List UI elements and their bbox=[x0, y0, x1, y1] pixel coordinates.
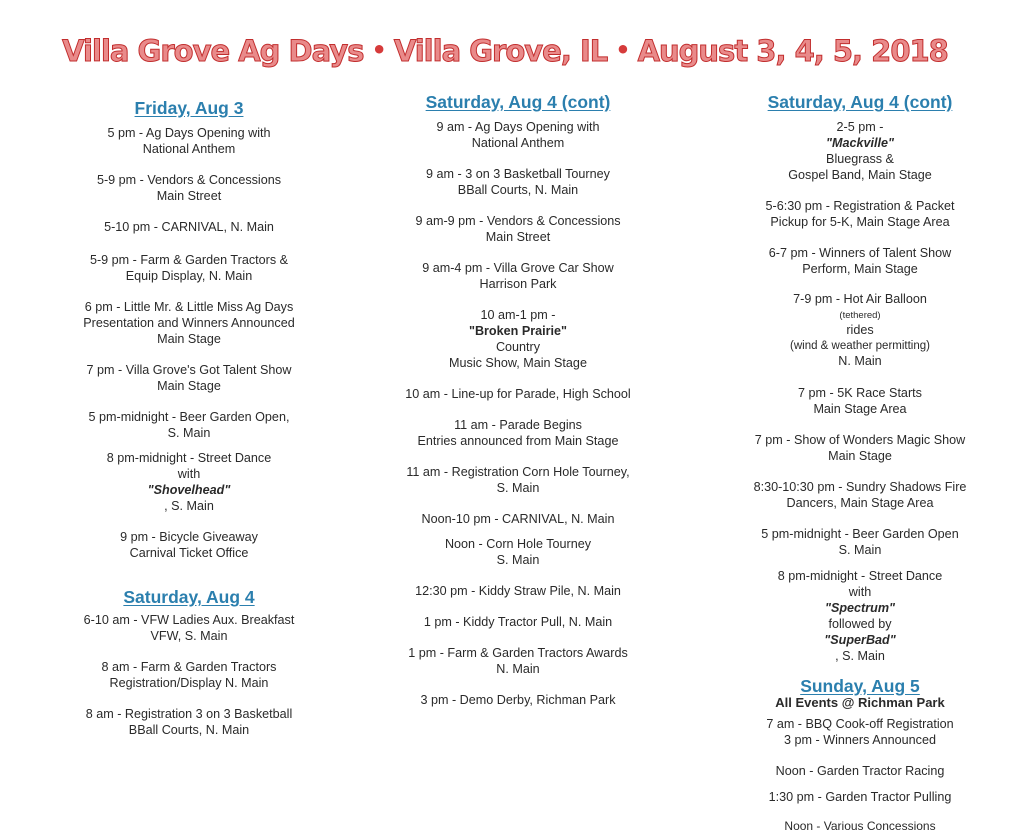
event-item: 6 pm - Little Mr. & Little Miss Ag Days Presentation and Winners Announced Main Stage bbox=[83, 300, 295, 346]
title-separator: • bbox=[615, 36, 630, 64]
event-item: Noon - Garden Tractor Racing bbox=[775, 763, 945, 778]
event-item: 9 am - 3 on 3 Basketball Tourney BBall Courts, N. Main bbox=[426, 167, 610, 197]
event-item: 10 am - Line-up for Parade, High School bbox=[405, 387, 631, 401]
day-heading-sunday: Sunday, Aug 5 bbox=[800, 675, 920, 696]
event-item: 5-10 pm - CARNIVAL, N. Main bbox=[104, 220, 274, 234]
event-item: 8 pm-midnight - Street Dance with "Spectrum" followed by "SuperBad" , S. Main bbox=[777, 568, 943, 663]
title-location: Villa Grove, IL bbox=[393, 34, 608, 68]
event-item: 11 am - Parade Begins Entries announced from Main Stage bbox=[417, 418, 619, 448]
event-item: Noon - Various Concessions bbox=[784, 818, 936, 833]
event-item: 9 pm - Bicycle Giveaway Carnival Ticket Office bbox=[120, 530, 258, 560]
event-item: 5 pm-midnight - Beer Garden Open, S. Main bbox=[88, 410, 290, 440]
page-title bbox=[0, 34, 1010, 68]
day-heading-saturday-cont: Saturday, Aug 4 (cont) bbox=[425, 92, 611, 112]
event-item: 8 am - Farm & Garden Tractors Registration/Display N. Main bbox=[101, 660, 277, 690]
title-separator: • bbox=[371, 36, 386, 64]
sunday-location-note: All Events @ Richman Park bbox=[775, 694, 945, 710]
event-item: 2-5 pm - "Mackville" Bluegrass & Gospel Band, Main Stage bbox=[788, 120, 932, 182]
event-item: 5-9 pm - Farm & Garden Tractors & Equip Display, N. Main bbox=[89, 253, 289, 283]
event-item: 1:30 pm - Garden Tractor Pulling bbox=[768, 789, 952, 804]
event-item: Noon-10 pm - CARNIVAL, N. Main bbox=[421, 512, 615, 526]
schedule-column-1 bbox=[44, 92, 334, 738]
event-item: 3 pm - Demo Derby, Richman Park bbox=[420, 693, 616, 707]
event-item: 9 am-4 pm - Villa Grove Car Show Harrison Park bbox=[422, 261, 614, 291]
event-item: 1 pm - Kiddy Tractor Pull, N. Main bbox=[423, 615, 613, 629]
event-item: 7 pm - 5K Race Starts Main Stage Area bbox=[798, 385, 922, 416]
schedule-column-2 bbox=[368, 92, 668, 708]
event-item: 5 pm - Ag Days Opening with National Anthem bbox=[107, 126, 271, 156]
day-heading-saturday: Saturday, Aug 4 bbox=[123, 587, 255, 607]
event-item: 7 pm - Villa Grove's Got Talent Show Main Stage bbox=[86, 363, 292, 393]
event-item: 7-9 pm - Hot Air Balloon (tethered) rides (wind & weather permitting) N. Main bbox=[790, 292, 930, 368]
day-heading-friday: Friday, Aug 3 bbox=[134, 98, 244, 118]
event-item: 9 am - Ag Days Opening with National Anthem bbox=[436, 120, 600, 150]
event-item: 1 pm - Farm & Garden Tractors Awards N. Main bbox=[408, 646, 628, 676]
event-item: 8 am - Registration 3 on 3 Basketball BBall Courts, N. Main bbox=[85, 707, 293, 737]
title-dates: August 3, 4, 5, 2018 bbox=[637, 34, 948, 68]
event-item: 11 am - Registration Corn Hole Tourney, S. Main bbox=[406, 465, 630, 495]
event-item: 5-6:30 pm - Registration & Packet Pickup for 5-K, Main Stage Area bbox=[765, 199, 955, 229]
title-event-name: Villa Grove Ag Days bbox=[62, 34, 364, 68]
event-item: 9 am-9 pm - Vendors & Concessions Main Street bbox=[415, 214, 621, 244]
event-item: 8 pm-midnight - Street Dance with "Shovelhead" , S. Main bbox=[106, 451, 272, 513]
event-item: 8:30-10:30 pm - Sundry Shadows Fire Dancers, Main Stage Area bbox=[753, 479, 967, 510]
event-item: 6-10 am - VFW Ladies Aux. Breakfast VFW, S. Main bbox=[83, 613, 295, 643]
event-item: 5 pm-midnight - Beer Garden Open S. Main bbox=[761, 526, 959, 557]
event-item: 7 pm - Show of Wonders Magic Show Main Stage bbox=[754, 432, 966, 463]
event-item: 5-9 pm - Vendors & Concessions Main Street bbox=[96, 173, 282, 203]
event-item: 6-7 pm - Winners of Talent Show Perform, Main Stage bbox=[768, 246, 952, 276]
day-heading-saturday-cont: Saturday, Aug 4 (cont) bbox=[767, 92, 953, 112]
event-item: 7 am - BBQ Cook-off Registration 3 pm - Winners Announced bbox=[766, 716, 954, 747]
schedule-column-3 bbox=[705, 92, 1015, 834]
event-item: 12:30 pm - Kiddy Straw Pile, N. Main bbox=[415, 584, 621, 598]
event-item: Noon - Corn Hole Tourney S. Main bbox=[444, 537, 592, 567]
event-item: 10 am-1 pm - "Broken Prairie" Country Music Show, Main Stage bbox=[449, 308, 587, 370]
